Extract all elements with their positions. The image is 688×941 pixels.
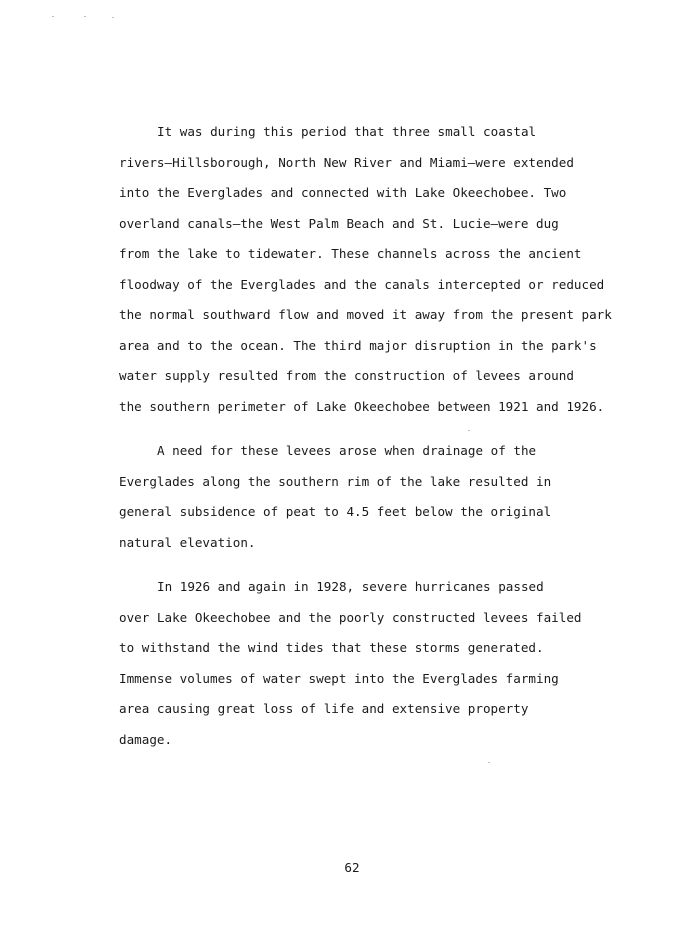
text-line: Immense volumes of water swept into the Everglades farming (119, 670, 559, 686)
text-line: general subsidence of peat to 4.5 feet below the original (119, 504, 552, 519)
text-line: over Lake Okeechobee and the poorly constructed levees failed (119, 609, 582, 625)
paragraph-1 (119, 122, 612, 427)
scan-speck (488, 762, 490, 763)
scan-speck (52, 16, 54, 17)
text-line: to withstand the wind tides that these storms generated. (119, 640, 544, 655)
text-line: water supply resulted from the construction of levees around (119, 368, 574, 383)
text-line: damage. (119, 731, 173, 747)
scan-speck (112, 17, 114, 18)
text-line: area causing great loss of life and extensive property (119, 701, 529, 716)
scan-speck (468, 430, 470, 431)
text-line: Everglades along the southern rim of the lake resulted in (119, 473, 552, 489)
text-line: overland canals—the West Palm Beach and St. Lucie—were dug (119, 215, 559, 231)
page-number: 62 (344, 860, 360, 875)
text-line: It was during this period that three small coastal (157, 124, 537, 139)
scan-speck (84, 16, 86, 17)
text-line: In 1926 and again in 1928, severe hurricanes passed (157, 579, 544, 594)
text-line: floodway of the Everglades and the canals intercepted or reduced (119, 276, 605, 292)
text-line: the southern perimeter of Lake Okeechobee between 1921 and 1926. (119, 398, 605, 414)
text-line: from the lake to tidewater. These channels across the ancient (119, 246, 582, 261)
text-line: A need for these levees arose when drainage of the (157, 443, 537, 458)
text-line: into the Everglades and connected with Lake Okeechobee. Two (119, 185, 567, 200)
paragraph-3 (119, 577, 589, 760)
text-line: rivers—Hillsborough, North New River and Miami—were extended (119, 154, 574, 170)
text-line: natural elevation. (119, 534, 256, 550)
text-line: the normal southward flow and moved it away from the present park (119, 307, 612, 322)
paragraph-2 (119, 441, 589, 563)
text-line: area and to the ocean. The third major disruption in the park's (119, 337, 597, 353)
